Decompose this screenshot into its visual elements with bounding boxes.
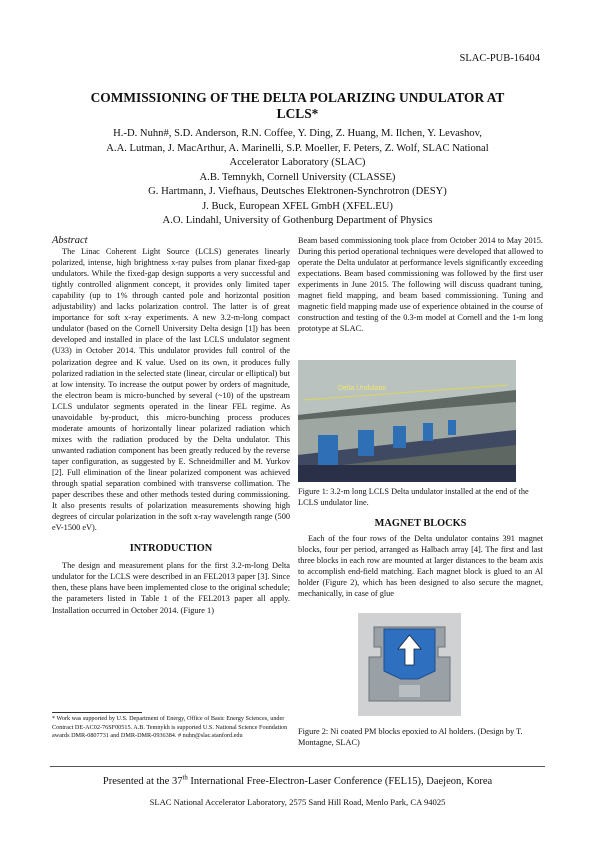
magnet-holder-image xyxy=(358,613,461,716)
right-column-top xyxy=(298,235,543,334)
author-line: A.B. Temnykh, Cornell University (CLASSE) xyxy=(199,171,396,183)
conference-note xyxy=(50,776,545,787)
institution-address: SLAC National Accelerator Laboratory, 2575 Sand Hill Road, Menlo Park, CA 94025 xyxy=(149,797,446,807)
commissioning-paragraph: Beam based commissioning took place from October 2014 to May 2015. During this period operational techniques were developed that allowed to operate the Delta undulator at performance levels significantly exceeding expectations. Beam based commissioning was followed by the first user experiments in June 2015. The following will discuss quadrant tuning, magnet field mapping, and beam based commissioning. Tuning and magnetic field mapping made use of experience obtained in the course of construction and testing of the 0.3-m model at Cornell and the 1-m long prototype at SLAC. xyxy=(298,236,543,334)
figure-2-photo xyxy=(358,613,461,716)
undulator-hall-image xyxy=(298,360,516,482)
figure-1-label: Delta Undulator xyxy=(338,385,387,392)
author-line: J. Buck, European XFEL GmbH (XFEL.EU) xyxy=(202,200,393,212)
author-line: A.O. Lindahl, University of Gothenburg Department of Physics xyxy=(162,215,433,226)
footer-divider xyxy=(50,766,545,767)
conference-note-a: Presented at the 37 xyxy=(102,776,183,787)
author-line: Accelerator Laboratory (SLAC) xyxy=(229,157,366,168)
title-line-2: LCLS* xyxy=(276,106,319,121)
paper-title xyxy=(50,90,545,122)
introduction-body: The design and measurement plans for the first 3.2-m-long Delta undulator for the LCLS were described in an FEL2013 paper [3]. Since then, these plans have been implemented close to the original schedule; the parameters listed in Table 1 of the FEL2013 paper all apply. Installation occurred in October 2014. (Figure 1) xyxy=(52,561,290,615)
footnote-divider xyxy=(52,712,142,713)
figure-1-photo xyxy=(298,360,516,482)
author-line: G. Hartmann, J. Viefhaus, Deutsches Elektronen-Synchrotron (DESY) xyxy=(148,186,447,197)
title-line-1: COMMISSIONING OF THE DELTA POLARIZING UNDULATOR AT xyxy=(90,90,505,105)
magnet-blocks-body: Each of the four rows of the Delta undulator contains 391 magnet blocks, four per period, arranged as Halbach array [4]. The first and last three blocks in each row are mounted at larger distances to the beam axis to accomplish end-field matching. Each magnet block is glued to an Al holder (Figure 2), which has been designed to also secure the magnet, mechanically, in case of glue xyxy=(298,534,543,599)
conference-note-sup: th xyxy=(182,774,188,782)
figure-2-caption: Figure 2: Ni coated PM blocks epoxied to Al holders. (Design by T. Montagne, SLAC) xyxy=(298,727,523,747)
right-column-bottom xyxy=(298,533,543,599)
abstract-body: The Linac Coherent Light Source (LCLS) generates linearly polarized, intense, high brightness x-ray pulses from planar fixed-gap undulators. While the fixed-gap design supports a very successful and tightly controlled alignment concept, it provides only limited taper capability (up to 1% through canted pole and horizontal position adjustability) and lacks polarization control. The latter is of great importance for soft x-ray experiments. A new 3.2-m-long compact undulator (based on the Cornell University Delta design [1]) has been developed and installed in place of the last LCLS undulator segment (U33) in October 2014. This undulator provides full control of the polarization degree and K value. Used on its own, it produces fully polarized radiation in the selected state (linear, circular or elliptical) but at low intensity. To increase the output power by orders of magnitude, the electron beam is micro-bunched by several (~10) of the upstream LCLS undulator segments operated in the linear FEL regime. As unavoidable by-product, this micro-bunching process produces moderate amounts of horizontally linear polarized radiation which mixes with the radiation produced by the Delta undulator. This unwanted radiation component has been greatly reduced by the reverse taper configuration, as suggested by E. Schneidmiller and M. Yurkov [2]. Full elimination of the linear polarized component was achieved through spatial separation combined with transverse collimation. The paper describes these and other methods tested during commissioning. It also presents results of polarization measurements showing high degrees of circular polarization in the soft x-ray wavelength range (500 eV-1500 eV). xyxy=(52,247,290,533)
conference-note-b: International Free-Electron-Laser Conference (FEL15), Daejeon, Korea xyxy=(187,776,493,787)
author-list xyxy=(50,127,545,229)
author-line: H.-D. Nuhn#, S.D. Anderson, R.N. Coffee, Y. Ding, Z. Huang, M. Ilchen, Y. Levashov, xyxy=(113,128,482,139)
introduction-heading: INTRODUCTION xyxy=(129,543,213,555)
abstract-heading: Abstract xyxy=(52,235,88,246)
footnote: * Work was supported by U.S. Department of Energy, Office of Basic Energy Sciences, under Contract DE-AC02-76SF00515. A.B. Temnykh is supported U.S. National Science Foundation awards DMR-0807731 and DMR-DMR-0936384. # nuhn@slac.stanford.edu xyxy=(52,715,288,740)
figure-1-caption: Figure 1: 3.2-m long LCLS Delta undulator installed at the end of the LCLS undulator line. xyxy=(298,487,529,507)
left-column xyxy=(52,235,290,616)
report-number: SLAC-PUB-16404 xyxy=(459,53,540,64)
magnet-blocks-heading: MAGNET BLOCKS xyxy=(374,518,467,529)
author-line: A.A. Lutman, J. MacArthur, A. Marinelli, S.P. Moeller, F. Peters, Z. Wolf, SLAC National xyxy=(106,142,489,154)
